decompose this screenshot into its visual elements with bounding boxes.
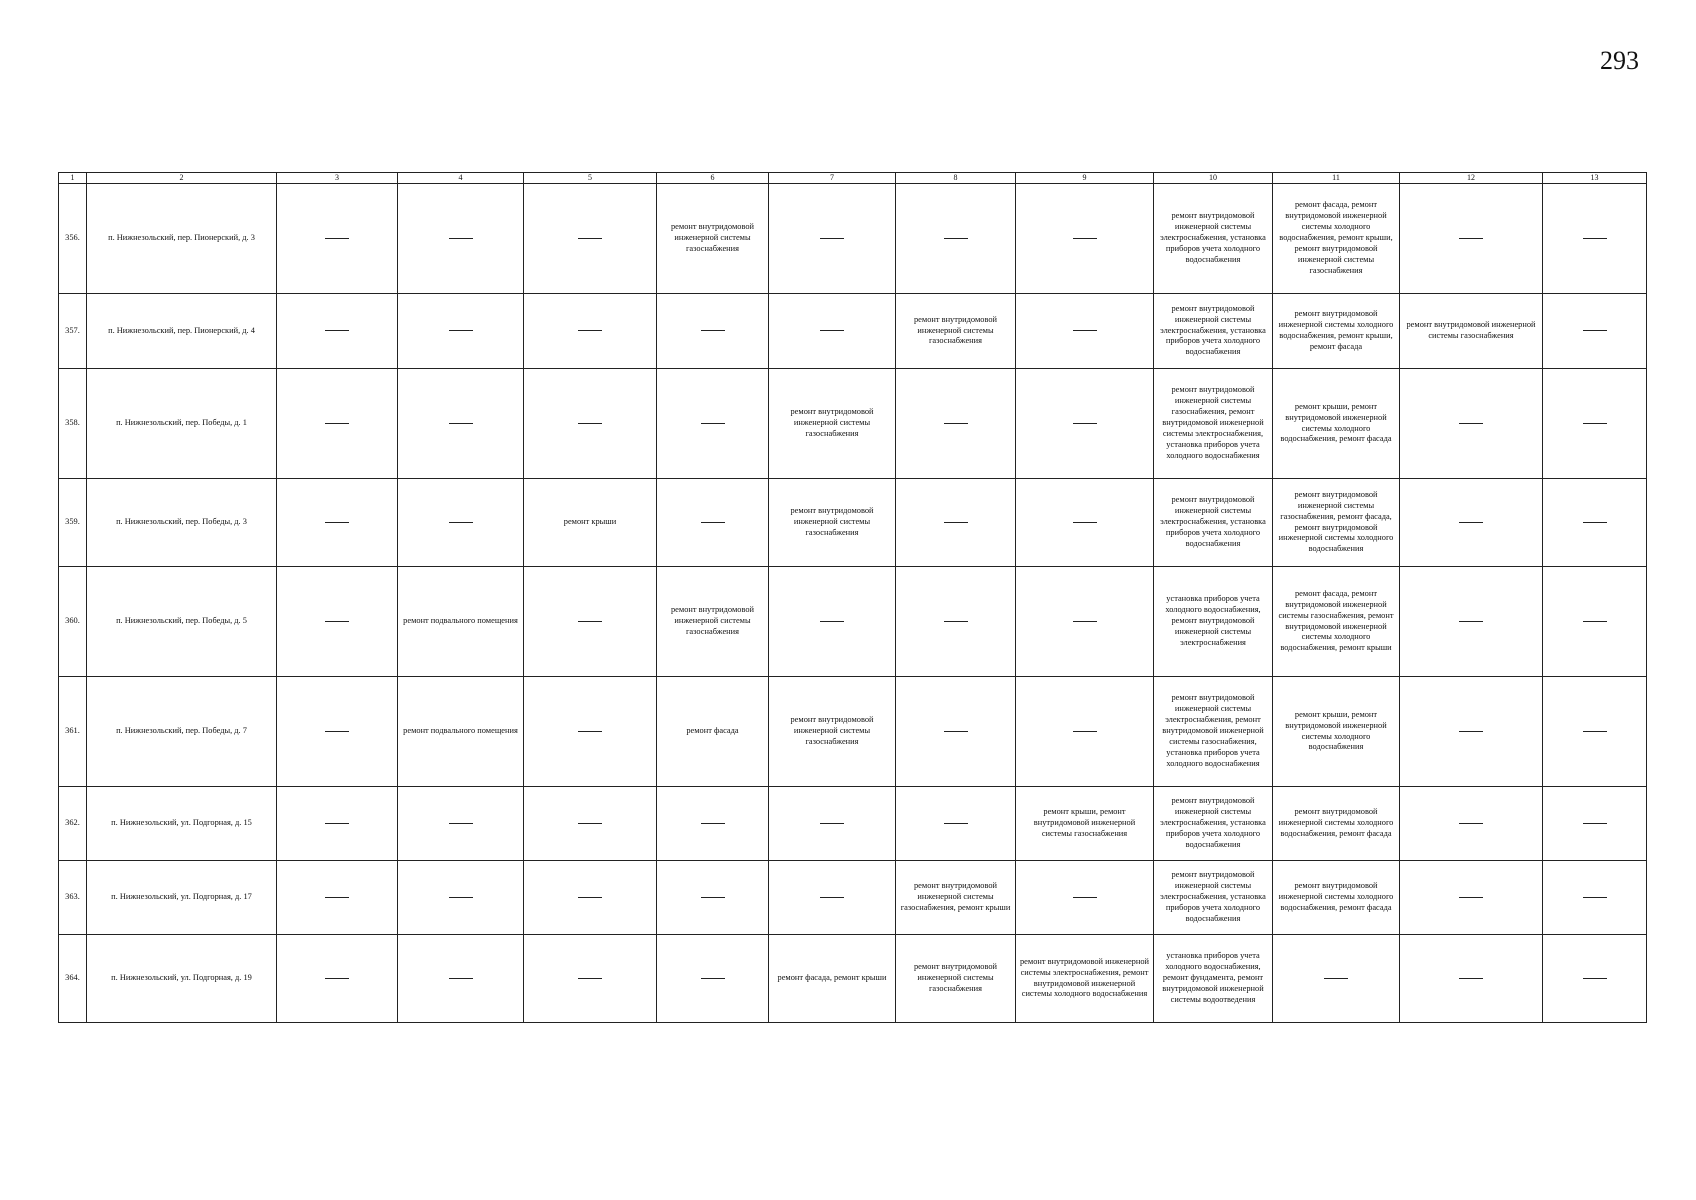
dash-mark <box>820 897 844 898</box>
table-row <box>59 677 1647 787</box>
row-number: 357. <box>59 294 87 369</box>
empty-cell <box>1016 479 1154 567</box>
work-cell: ремонт внутридомовой инженерной системы электроснабжения, ремонт внутридомовой инженерной системы газоснабжения, установка приборов учета холодного водоснабжения <box>1154 677 1273 787</box>
dash-mark <box>701 423 725 424</box>
empty-cell <box>1400 479 1543 567</box>
work-cell: установка приборов учета холодного водоснабжения, ремонт фундамента, ремонт внутридомовой инженерной системы водоотведения <box>1154 935 1273 1023</box>
dash-mark <box>1459 823 1483 824</box>
dash-mark <box>1583 978 1607 979</box>
work-cell: ремонт внутридомовой инженерной системы электроснабжения, установка приборов учета холодного водоснабжения <box>1154 479 1273 567</box>
work-cell: ремонт крыши, ремонт внутридомовой инженерной системы газоснабжения <box>1016 787 1154 861</box>
empty-cell <box>1400 935 1543 1023</box>
empty-cell <box>277 369 398 479</box>
dash-mark <box>820 621 844 622</box>
dash-mark <box>944 238 968 239</box>
empty-cell <box>769 787 896 861</box>
empty-cell <box>1543 184 1647 294</box>
row-number: 360. <box>59 567 87 677</box>
empty-cell <box>657 861 769 935</box>
row-number: 363. <box>59 861 87 935</box>
dash-mark <box>325 897 349 898</box>
empty-cell <box>1543 567 1647 677</box>
address-cell: п. Нижнезольский, пер. Пионерский, д. 3 <box>87 184 277 294</box>
dash-mark <box>1459 621 1483 622</box>
dash-mark <box>325 978 349 979</box>
dash-mark <box>1459 731 1483 732</box>
empty-cell <box>1016 369 1154 479</box>
dash-mark <box>944 731 968 732</box>
empty-cell <box>657 935 769 1023</box>
empty-cell <box>524 935 657 1023</box>
dash-mark <box>325 823 349 824</box>
empty-cell <box>1543 369 1647 479</box>
empty-cell <box>398 184 524 294</box>
table-row <box>59 294 1647 369</box>
col-header: 12 <box>1400 173 1543 184</box>
address-cell: п. Нижнезольский, пер. Пионерский, д. 4 <box>87 294 277 369</box>
dash-mark <box>325 621 349 622</box>
row-number: 356. <box>59 184 87 294</box>
dash-mark <box>449 238 473 239</box>
empty-cell <box>1400 369 1543 479</box>
dash-mark <box>701 823 725 824</box>
col-header: 3 <box>277 173 398 184</box>
empty-cell <box>1016 184 1154 294</box>
empty-cell <box>524 369 657 479</box>
dash-mark <box>578 978 602 979</box>
address-cell: п. Нижнезольский, пер. Победы, д. 5 <box>87 567 277 677</box>
empty-cell <box>524 787 657 861</box>
dash-mark <box>449 897 473 898</box>
empty-cell <box>896 677 1016 787</box>
work-cell: ремонт внутридомовой инженерной системы электроснабжения, установка приборов учета холодного водоснабжения <box>1154 294 1273 369</box>
dash-mark <box>578 330 602 331</box>
empty-cell <box>896 787 1016 861</box>
dash-mark <box>449 423 473 424</box>
dash-mark <box>1459 238 1483 239</box>
row-number: 358. <box>59 369 87 479</box>
empty-cell <box>1543 935 1647 1023</box>
empty-cell <box>1543 294 1647 369</box>
empty-cell <box>524 184 657 294</box>
dash-mark <box>944 823 968 824</box>
dash-mark <box>944 621 968 622</box>
work-cell: ремонт внутридомовой инженерной системы газоснабжения, ремонт фасада, ремонт внутридомовой инженерной системы холодного водоснабжения <box>1273 479 1400 567</box>
empty-cell <box>657 369 769 479</box>
address-cell: п. Нижнезольский, пер. Победы, д. 1 <box>87 369 277 479</box>
empty-cell <box>1400 787 1543 861</box>
dash-mark <box>578 238 602 239</box>
empty-cell <box>398 369 524 479</box>
dash-mark <box>1073 423 1097 424</box>
col-header: 2 <box>87 173 277 184</box>
work-cell: ремонт внутридомовой инженерной системы электроснабжения, ремонт внутридомовой инженерной системы холодного водоснабжения <box>1016 935 1154 1023</box>
dash-mark <box>1073 330 1097 331</box>
empty-cell <box>398 479 524 567</box>
empty-cell <box>524 861 657 935</box>
empty-cell <box>277 184 398 294</box>
row-number: 359. <box>59 479 87 567</box>
empty-cell <box>657 479 769 567</box>
empty-cell <box>769 567 896 677</box>
dash-mark <box>325 522 349 523</box>
work-cell: ремонт внутридомовой инженерной системы газоснабжения, ремонт внутридомовой инженерной системы электроснабжения, установка приборов учета холодного водоснабжения <box>1154 369 1273 479</box>
work-cell: ремонт внутридомовой инженерной системы газоснабжения <box>657 567 769 677</box>
col-header: 9 <box>1016 173 1154 184</box>
address-cell: п. Нижнезольский, ул. Подгорная, д. 15 <box>87 787 277 861</box>
empty-cell <box>1543 861 1647 935</box>
work-cell: ремонт фасада <box>657 677 769 787</box>
empty-cell <box>657 787 769 861</box>
col-header: 4 <box>398 173 524 184</box>
dash-mark <box>578 897 602 898</box>
work-cell: ремонт внутридомовой инженерной системы газоснабжения <box>1400 294 1543 369</box>
dash-mark <box>944 423 968 424</box>
work-cell: ремонт подвального помещения <box>398 677 524 787</box>
dash-mark <box>820 823 844 824</box>
dash-mark <box>701 522 725 523</box>
work-cell: ремонт внутридомовой инженерной системы газоснабжения <box>769 369 896 479</box>
dash-mark <box>1459 978 1483 979</box>
dash-mark <box>1459 897 1483 898</box>
empty-cell <box>277 294 398 369</box>
empty-cell <box>769 861 896 935</box>
dash-mark <box>578 823 602 824</box>
dash-mark <box>325 731 349 732</box>
table-row <box>59 567 1647 677</box>
empty-cell <box>769 184 896 294</box>
col-header: 1 <box>59 173 87 184</box>
work-cell: ремонт крыши, ремонт внутридомовой инженерной системы холодного водоснабжения <box>1273 677 1400 787</box>
work-cell: ремонт внутридомовой инженерной системы холодного водоснабжения, ремонт фасада <box>1273 861 1400 935</box>
dash-mark <box>1583 823 1607 824</box>
dash-mark <box>578 731 602 732</box>
work-cell: ремонт внутридомовой инженерной системы газоснабжения, ремонт крыши <box>896 861 1016 935</box>
dash-mark <box>449 330 473 331</box>
dash-mark <box>1583 423 1607 424</box>
col-header: 5 <box>524 173 657 184</box>
dash-mark <box>325 330 349 331</box>
work-cell: ремонт подвального помещения <box>398 567 524 677</box>
col-header: 11 <box>1273 173 1400 184</box>
dash-mark <box>1583 731 1607 732</box>
address-cell: п. Нижнезольский, ул. Подгорная, д. 17 <box>87 861 277 935</box>
work-cell: ремонт внутридомовой инженерной системы газоснабжения <box>769 677 896 787</box>
dash-mark <box>701 978 725 979</box>
empty-cell <box>398 861 524 935</box>
dash-mark <box>1073 621 1097 622</box>
dash-mark <box>1583 330 1607 331</box>
work-cell: ремонт крыши, ремонт внутридомовой инженерной системы холодного водоснабжения, ремонт фасада <box>1273 369 1400 479</box>
address-cell: п. Нижнезольский, пер. Победы, д. 7 <box>87 677 277 787</box>
dash-mark <box>1324 978 1348 979</box>
empty-cell <box>277 677 398 787</box>
empty-cell <box>1543 787 1647 861</box>
table-row <box>59 369 1647 479</box>
page-number: 293 <box>1600 46 1639 75</box>
work-cell: ремонт внутридомовой инженерной системы электроснабжения, установка приборов учета холодного водоснабжения <box>1154 787 1273 861</box>
empty-cell <box>1016 294 1154 369</box>
work-cell: ремонт внутридомовой инженерной системы холодного водоснабжения, ремонт фасада <box>1273 787 1400 861</box>
empty-cell <box>896 369 1016 479</box>
dash-mark <box>1073 897 1097 898</box>
work-cell: ремонт внутридомовой инженерной системы электроснабжения, установка приборов учета холодного водоснабжения <box>1154 861 1273 935</box>
empty-cell <box>1016 567 1154 677</box>
address-cell: п. Нижнезольский, ул. Подгорная, д. 19 <box>87 935 277 1023</box>
empty-cell <box>398 935 524 1023</box>
dash-mark <box>578 621 602 622</box>
empty-cell <box>277 567 398 677</box>
empty-cell <box>1543 479 1647 567</box>
col-header: 8 <box>896 173 1016 184</box>
work-cell: ремонт внутридомовой инженерной системы газоснабжения <box>896 294 1016 369</box>
empty-cell <box>524 567 657 677</box>
col-header: 10 <box>1154 173 1273 184</box>
empty-cell <box>1400 861 1543 935</box>
dash-mark <box>1583 238 1607 239</box>
table-row <box>59 184 1647 294</box>
col-header: 6 <box>657 173 769 184</box>
header-row <box>59 173 1647 184</box>
empty-cell <box>524 294 657 369</box>
dash-mark <box>1073 731 1097 732</box>
dash-mark <box>820 238 844 239</box>
col-header: 7 <box>769 173 896 184</box>
dash-mark <box>1459 423 1483 424</box>
dash-mark <box>944 522 968 523</box>
empty-cell <box>1400 677 1543 787</box>
dash-mark <box>1583 897 1607 898</box>
table-row <box>59 479 1647 567</box>
col-header: 13 <box>1543 173 1647 184</box>
empty-cell <box>1400 184 1543 294</box>
address-cell: п. Нижнезольский, пер. Победы, д. 3 <box>87 479 277 567</box>
row-number: 362. <box>59 787 87 861</box>
empty-cell <box>896 479 1016 567</box>
work-cell: ремонт внутридомовой инженерной системы газоснабжения <box>896 935 1016 1023</box>
empty-cell <box>1016 861 1154 935</box>
dash-mark <box>701 897 725 898</box>
table-row <box>59 935 1647 1023</box>
empty-cell <box>896 184 1016 294</box>
empty-cell <box>398 787 524 861</box>
empty-cell <box>398 294 524 369</box>
row-number: 364. <box>59 935 87 1023</box>
work-cell: ремонт внутридомовой инженерной системы газоснабжения <box>769 479 896 567</box>
empty-cell <box>1273 935 1400 1023</box>
dash-mark <box>449 978 473 979</box>
dash-mark <box>325 423 349 424</box>
dash-mark <box>820 330 844 331</box>
dash-mark <box>1073 238 1097 239</box>
dash-mark <box>578 423 602 424</box>
table-row <box>59 861 1647 935</box>
empty-cell <box>524 677 657 787</box>
work-cell: ремонт крыши <box>524 479 657 567</box>
dash-mark <box>325 238 349 239</box>
row-number: 361. <box>59 677 87 787</box>
dash-mark <box>1583 522 1607 523</box>
empty-cell <box>896 567 1016 677</box>
empty-cell <box>277 787 398 861</box>
dash-mark <box>701 330 725 331</box>
empty-cell <box>769 294 896 369</box>
dash-mark <box>1459 522 1483 523</box>
work-cell: ремонт внутридомовой инженерной системы холодного водоснабжения, ремонт крыши, ремонт фасада <box>1273 294 1400 369</box>
empty-cell <box>277 935 398 1023</box>
empty-cell <box>277 861 398 935</box>
empty-cell <box>1400 567 1543 677</box>
work-cell: установка приборов учета холодного водоснабжения, ремонт внутридомовой инженерной системы электроснабжения <box>1154 567 1273 677</box>
work-cell: ремонт внутридомовой инженерной системы электроснабжения, установка приборов учета холодного водоснабжения <box>1154 184 1273 294</box>
work-cell: ремонт фасада, ремонт крыши <box>769 935 896 1023</box>
work-cell: ремонт фасада, ремонт внутридомовой инженерной системы холодного водоснабжения, ремонт крыши, ремонт внутридомовой инженерной системы газоснабжения <box>1273 184 1400 294</box>
dash-mark <box>449 522 473 523</box>
dash-mark <box>449 823 473 824</box>
empty-cell <box>277 479 398 567</box>
table-row <box>59 787 1647 861</box>
work-cell: ремонт внутридомовой инженерной системы газоснабжения <box>657 184 769 294</box>
dash-mark <box>1073 522 1097 523</box>
repair-schedule-table <box>58 172 1647 1023</box>
empty-cell <box>657 294 769 369</box>
empty-cell <box>1016 677 1154 787</box>
empty-cell <box>1543 677 1647 787</box>
dash-mark <box>1583 621 1607 622</box>
work-cell: ремонт фасада, ремонт внутридомовой инженерной системы газоснабжения, ремонт внутридомовой инженерной системы холодного водоснабжения, ремонт крыши <box>1273 567 1400 677</box>
